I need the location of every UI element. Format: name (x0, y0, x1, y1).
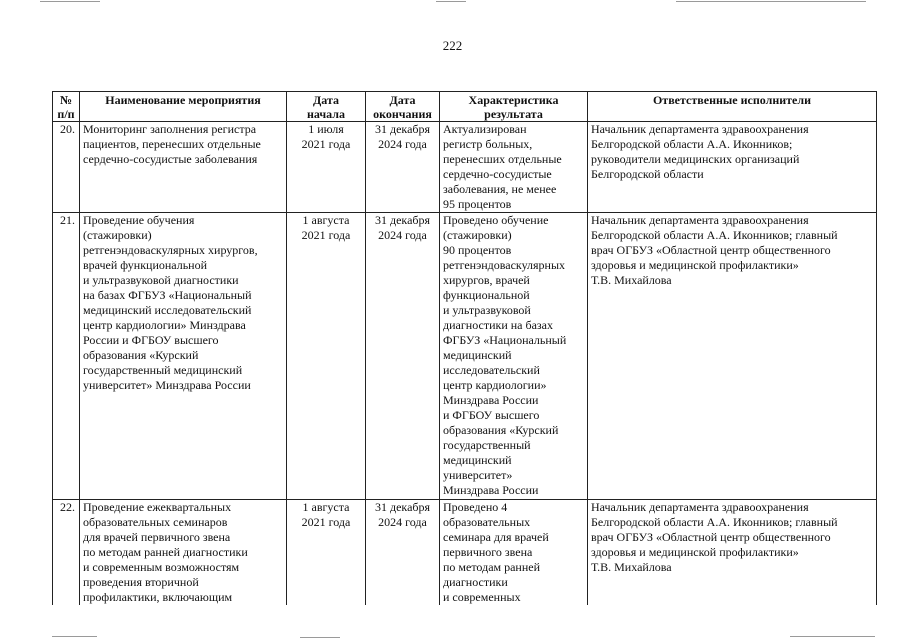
table-row (53, 500, 877, 606)
scan-artifact-bottom-left (52, 636, 97, 637)
scan-artifact-bottom-right (790, 636, 875, 637)
responsible-persons: Начальник департамента здравоохранения Белгородской области А.А. Иконников; главный врач ОГБУЗ «Областной центр общественного здоровья и медицинской профилактики» Т.В. Михайлова (588, 500, 877, 606)
header-name: Наименование мероприятия (80, 92, 287, 122)
measure-name: Проведение обучения (стажировки) ретгенэндоваскулярных хирургов, врачей функциональной и ультразвуковой диагностики на базах ФГБУЗ «Национальный медицинский исследовательский центр кардиологии» Минздрава России и ФГБОУ высшего образования «Курский государственный медицинский университет» Минздрава России (80, 213, 287, 500)
start-date: 1 августа 2021 года (287, 500, 366, 606)
table-header-row (53, 92, 877, 122)
end-date: 31 декабря 2024 года (366, 213, 440, 500)
table-row (53, 213, 877, 500)
scan-artifact-top-center (436, 1, 466, 2)
measure-name: Проведение ежеквартальных образовательных семинаров для врачей первичного звена по методам ранней диагностики и современным возможностям проведения вторичной профилактики, включающим (80, 500, 287, 606)
page-number: 222 (442, 38, 463, 53)
row-number: 21. (53, 213, 80, 500)
header-result: Характеристика результата (440, 92, 588, 122)
responsible-persons: Начальник департамента здравоохранения Белгородской области А.А. Иконников; руководители медицинских организаций Белгородской области (588, 122, 877, 213)
table-row (53, 122, 877, 213)
row-number: 22. (53, 500, 80, 606)
header-start-date: Дата начала (287, 92, 366, 122)
measures-table (52, 91, 877, 606)
header-end-date: Дата окончания (366, 92, 440, 122)
scan-artifact-bottom-center (300, 637, 340, 638)
result-description: Актуализирован регистр больных, перенесших отдельные сердечно-сосудистые заболевания, не менее 95 процентов (440, 122, 588, 213)
header-responsible: Ответственные исполнители (588, 92, 877, 122)
page-cutoff (0, 605, 905, 640)
start-date: 1 августа 2021 года (287, 213, 366, 500)
scan-artifact-top-left (40, 1, 100, 2)
end-date: 31 декабря 2024 года (366, 122, 440, 213)
result-description: Проведено обучение (стажировки) 90 процентов ретгенэндоваскулярных хирургов, врачей функциональной и ультразвуковой диагностики на базах ФГБУЗ «Национальный медицинский исследовательский центр кардиологии» Минздрава России и ФГБОУ высшего образования «Курский государственный медицинский университет» Минздрава России (440, 213, 588, 500)
end-date: 31 декабря 2024 года (366, 500, 440, 606)
measure-name: Мониторинг заполнения регистра пациентов, перенесших отдельные сердечно-сосудистые заболевания (80, 122, 287, 213)
scan-artifact-top-right (676, 1, 866, 2)
result-description: Проведено 4 образовательных семинара для врачей первичного звена по методам ранней диагностики и современных (440, 500, 588, 606)
start-date: 1 июля 2021 года (287, 122, 366, 213)
responsible-persons: Начальник департамента здравоохранения Белгородской области А.А. Иконников; главный врач ОГБУЗ «Областной центр общественного здоровья и медицинской профилактики» Т.В. Михайлова (588, 213, 877, 500)
header-num: № п/п (53, 92, 80, 122)
row-number: 20. (53, 122, 80, 213)
